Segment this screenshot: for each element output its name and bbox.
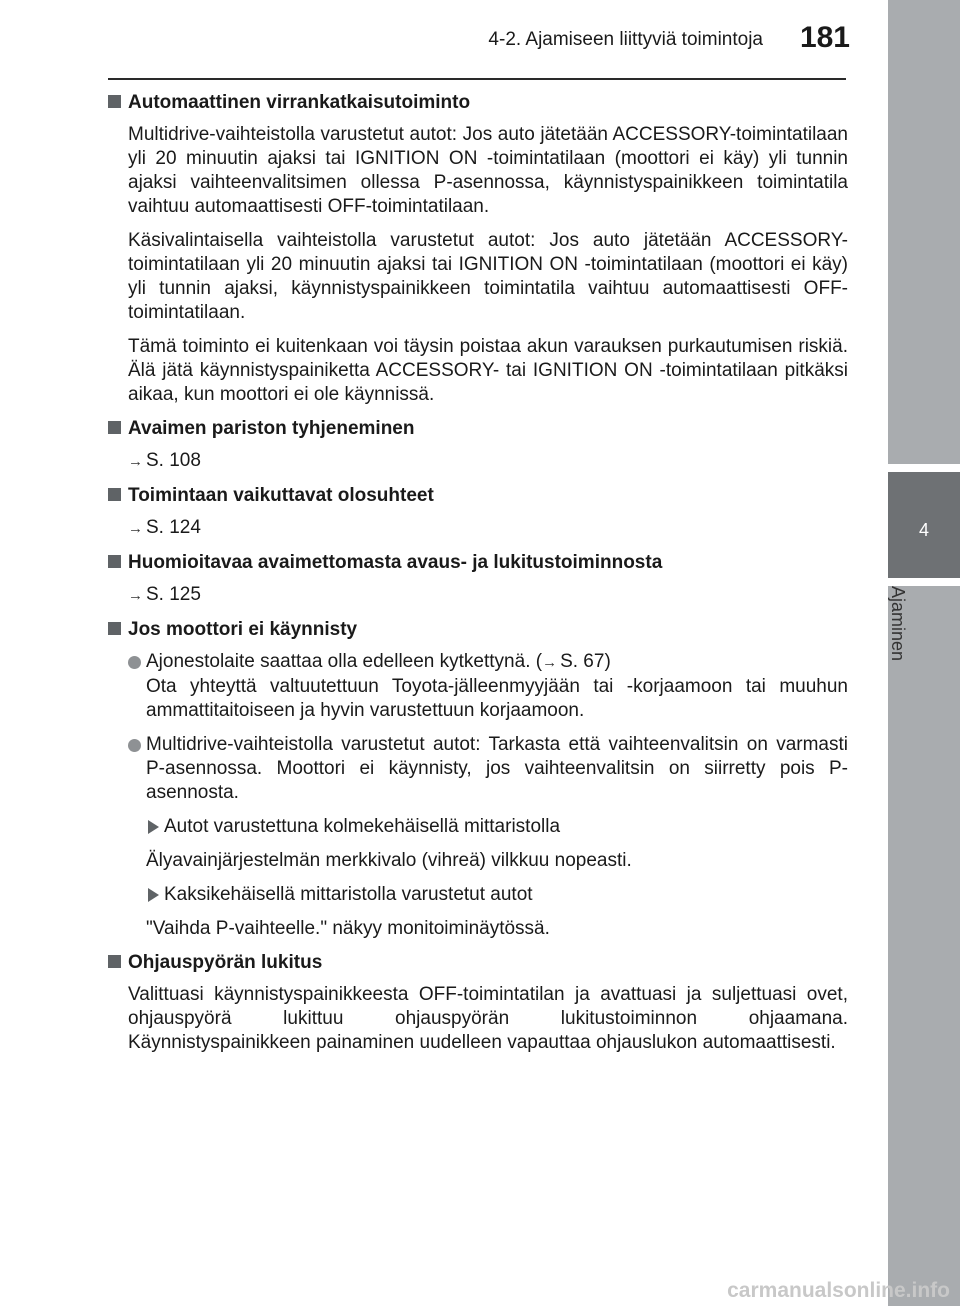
sub-item [146, 883, 848, 907]
reference-text: S. 124 [146, 517, 201, 538]
paragraph: Älyavainjärjestelmän merkkivalo (vihreä) vilkkuu nopeasti. [146, 850, 632, 871]
bullet-text: Ota yhteyttä valtuutettuun Toyota-jälleenmyyjään tai -korjaamoon tai muuhun ammattitaitoiseen ja hyvin varustettuun korjaamoon. [146, 676, 848, 721]
paragraph: Multidrive-vaihteistolla varustetut autot: Jos auto jätetään ACCESSORY-toimintatilaan yli 20 minuutin ajaksi tai IGNITION ON -toimintatilaan (moottori ei käy) yli tunnin ajaksi vaihteenvalitsimen ollessa P-asennossa, käynnistyspainikkeen toimintatila vaihtuu automaattisesti OFF-toimintatilaan. [128, 124, 848, 217]
side-tab-upper [888, 0, 960, 464]
bullet-item [128, 733, 848, 805]
square-bullet-icon [108, 955, 121, 968]
section-heading [108, 951, 848, 975]
section-heading [108, 91, 848, 115]
section-header: 4-2. Ajamiseen liittyviä toimintoja [488, 29, 763, 50]
bullet-text: Multidrive-vaihteistolla varustetut autot: Tarkasta että vaihteenvalitsin on varmasti P-asennossa. Moottori ei käynnisty, jos vaihteenvalitsin on siirretty pois P-asennosta. [146, 734, 848, 803]
reference-text: S. 125 [146, 584, 201, 605]
header-divider [108, 78, 846, 80]
arrow-right-icon: → [542, 654, 558, 671]
round-bullet-icon [128, 656, 141, 669]
paragraph: Käsivalintaisella vaihteistolla varustetut autot: Jos auto jätetään ACCESSORY-toimintatilaan yli 20 minuutin ajaksi tai IGNITION ON -toimintatilaan (moottori ei käy) yli tunnin ajaksi, käynnistyspainikkeen toimintatila vaihtuu automaattisesti OFF-toimintatilaan. [128, 230, 848, 323]
section-heading [108, 417, 848, 441]
page-number: 181 [799, 21, 850, 54]
heading-text: Toimintaan vaikuttavat olosuhteet [128, 485, 434, 506]
section-heading [108, 618, 848, 642]
square-bullet-icon [108, 421, 121, 434]
square-bullet-icon [108, 622, 121, 635]
chapter-tab [888, 472, 960, 578]
arrow-right-icon: → [128, 520, 143, 537]
page-reference[interactable] [128, 583, 848, 608]
page-content [108, 91, 848, 1065]
page-reference[interactable] [128, 516, 848, 541]
heading-text: Avaimen pariston tyhjeneminen [128, 418, 415, 439]
watermark: carmanualsonline.info [727, 1279, 950, 1302]
page-reference[interactable] [128, 449, 848, 474]
paragraph: "Vaihda P-vaihteelle." näkyy monitoiminäytössä. [146, 918, 550, 939]
triangle-bullet-icon [148, 820, 159, 834]
heading-text: Jos moottori ei käynnisty [128, 619, 358, 640]
bullet-text: Ajonestolaite saattaa olla edelleen kytkettynä. ( [146, 651, 543, 672]
arrow-right-icon: → [128, 453, 143, 470]
chapter-title-tab [888, 578, 960, 698]
chapter-number: 4 [918, 520, 929, 540]
page-reference[interactable]: S. 67) [560, 651, 611, 672]
square-bullet-icon [108, 488, 121, 501]
square-bullet-icon [108, 555, 121, 568]
sub-item [146, 815, 848, 839]
heading-text: Automaattinen virrankatkaisutoiminto [128, 92, 471, 113]
sub-item-title: Kaksikehäisellä mittaristolla varustetut autot [164, 884, 533, 905]
paragraph: Tämä toiminto ei kuitenkaan voi täysin poistaa akun varauksen purkautumisen riskiä. Älä jätä käynnistyspainiketta ACCESSORY- tai IGNITION ON -toimintatilaan pitkäksi aikaa, kun moottori ei ole käynnissä. [128, 336, 848, 405]
paragraph: Valittuasi käynnistyspainikkeesta OFF-toimintatilan ja avattuasi ja suljettuasi ovet, ohjauspyörä lukittuu ohjauspyörän lukitustoiminnon ohjaamana. Käynnistyspainikkeen painaminen uudelleen vapauttaa ohjauslukon automaattisesti. [128, 984, 848, 1053]
sub-item-title: Autot varustettuna kolmekehäisellä mittaristolla [164, 816, 561, 837]
reference-text: S. 108 [146, 450, 201, 471]
section-heading [108, 484, 848, 508]
bullet-item [128, 650, 848, 723]
round-bullet-icon [128, 739, 141, 752]
arrow-right-icon: → [128, 587, 143, 604]
triangle-bullet-icon [148, 888, 159, 902]
section-heading [108, 551, 848, 575]
chapter-title: Ajaminen [888, 586, 908, 662]
heading-text: Huomioitavaa avaimettomasta avaus- ja lukitustoiminnosta [128, 552, 663, 573]
heading-text: Ohjauspyörän lukitus [128, 952, 323, 973]
square-bullet-icon [108, 95, 121, 108]
